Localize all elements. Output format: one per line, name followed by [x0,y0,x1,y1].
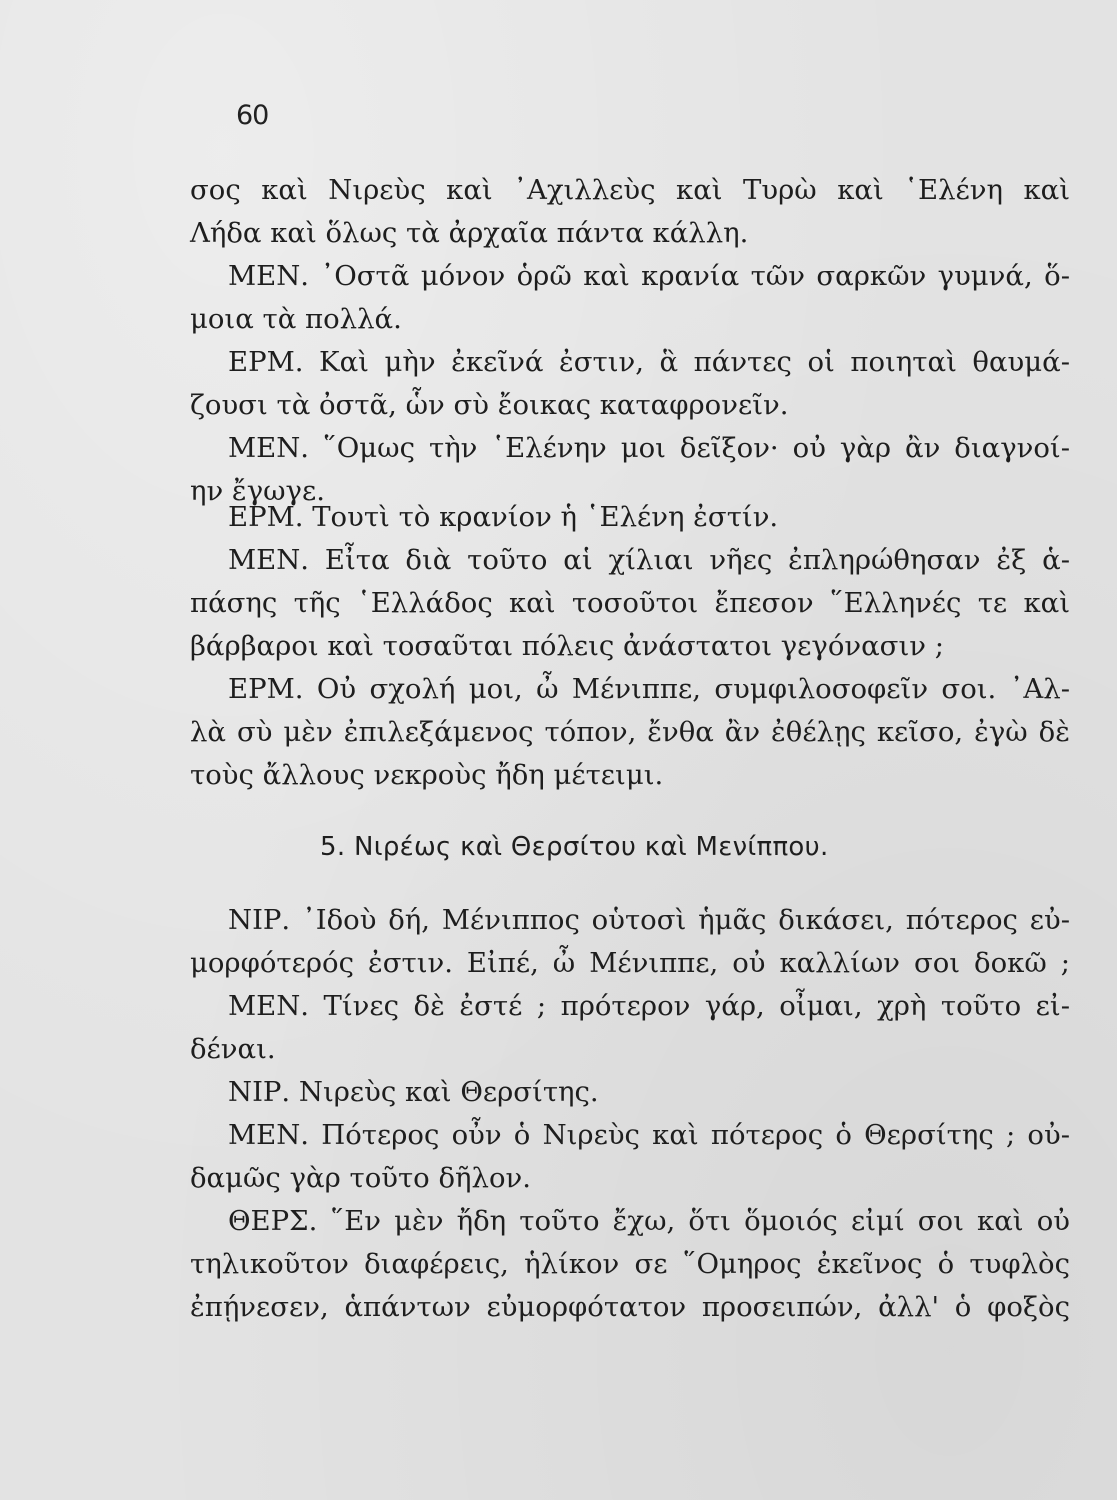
text-line: πάσης τῆς ῾Ελλάδος καὶ τοσοῦτοι ἔπεσον ῞Ελληνές τε καὶ [190,587,1070,619]
text-line: ΕΡΜ. Καὶ μὴν ἐκεῖνά ἐστιν, ἃ πάντες οἱ ποιηταὶ θαυμά- [228,346,1070,378]
text-line: ἐπῄνεσεν, ἁπάντων εὐμορφότατον προσειπών, ἀλλ' ὁ φοξὸς [190,1291,1070,1323]
text-line: τηλικοῦτον διαφέρεις, ἡλίκον σε ῞Ομηρος ἐκεῖνος ὁ τυφλὸς [190,1248,1070,1280]
text-line: Λήδα καὶ ὅλως τὰ ἀρχαῖα πάντα κάλλη. [190,217,749,249]
text-line: ΕΡΜ. Τουτὶ τὸ κρανίον ἡ ῾Ελένη ἐστίν. [228,501,779,533]
text-line: δαμῶς γὰρ τοῦτο δῆλον. [190,1162,531,1194]
text-line: σος καὶ Νιρεὺς καὶ ᾿Αχιλλεὺς καὶ Τυρὼ καὶ ῾Ελένη καὶ [190,174,1070,206]
text-line: μοια τὰ πολλά. [190,303,402,335]
text-line: ΕΡΜ. Οὐ σχολή μοι, ὦ Μένιππε, συμφιλοσοφεῖν σοι. ᾿Αλ- [228,673,1070,705]
text-line: ΝΙΡ. ᾿Ιδοὺ δή, Μένιππος οὑτοσὶ ἡμᾶς δικάσει, πότερος εὐ- [228,904,1070,936]
text-line: βάρβαροι καὶ τοσαῦται πόλεις ἀνάστατοι γεγόνασιν ; [190,630,944,662]
page-number: 60 [236,100,269,131]
text-line: ΜΕΝ. Εἶτα διὰ τοῦτο αἱ χίλιαι νῆες ἐπληρώθησαν ἐξ ἁ- [228,544,1070,576]
text-line: ΝΙΡ. Νιρεὺς καὶ Θερσίτης. [228,1076,599,1108]
text-line: ΜΕΝ. Τίνες δὲ ἐστέ ; πρότερον γάρ, οἶμαι, χρὴ τοῦτο εἰ- [228,990,1070,1022]
text-line: ην ἔγωγε. [190,475,325,507]
text-line: ΜΕΝ. ῞Ομως τὴν ῾Ελένην μοι δεῖξον· οὐ γὰρ ἂν διαγνοί- [228,432,1070,464]
text-line: μορφότερός ἐστιν. Εἰπέ, ὦ Μένιππε, οὐ καλλίων σοι δοκῶ ; [190,947,1070,979]
text-line: ΜΕΝ. ᾿Οστᾶ μόνον ὁρῶ καὶ κρανία τῶν σαρκῶν γυμνά, ὅ- [228,260,1070,292]
section-heading: 5. Νιρέως καὶ Θερσίτου καὶ Μενίππου. [320,832,829,862]
text-line: ΘΕΡΣ. ῞Εν μὲν ἤδη τοῦτο ἔχω, ὅτι ὅμοιός εἰμί σοι καὶ οὐ [228,1205,1070,1237]
text-line: λὰ σὺ μὲν ἐπιλεξάμενος τόπον, ἔνθα ἂν ἐθέλῃς κεῖσο, ἐγὼ δὲ [190,716,1070,748]
text-line: δέναι. [190,1033,276,1065]
text-line: ζουσι τὰ ὀστᾶ, ὧν σὺ ἔοικας καταφρονεῖν. [190,389,789,421]
text-line: ΜΕΝ. Πότερος οὖν ὁ Νιρεὺς καὶ πότερος ὁ Θερσίτης ; οὐ- [228,1119,1070,1151]
text-line: τοὺς ἄλλους νεκροὺς ἤδη μέτειμι. [190,759,664,791]
